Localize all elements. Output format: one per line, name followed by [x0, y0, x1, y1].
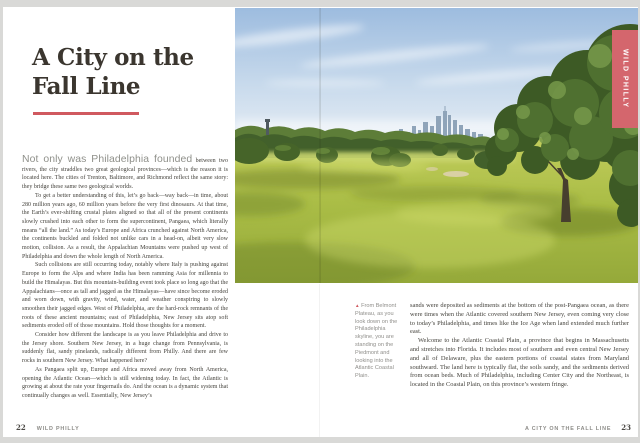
right-text-column — [410, 302, 629, 390]
page-fold-line — [320, 8, 321, 283]
paragraph-text: between two rivers, the city straddles two great geological provinces—which is the reason it is located here. The cities of Trenton, Baltimore, and Richmond reflect the same story: they bridge these same two geological worlds. — [22, 158, 229, 191]
page-number-left: 22 — [16, 423, 26, 432]
book-spread — [3, 7, 638, 437]
page-number-right: 23 — [621, 423, 631, 432]
running-head-book-title: WILD PHILLY — [36, 426, 80, 432]
chapter-title-line1: A City on the — [32, 44, 194, 71]
caption-text: From Belmont Plateau, as you look down on the Philadelphia skyline, you are standing on the Piedmont and looking into the Atlantic Coastal Plain. — [355, 303, 398, 380]
caption-triangle-icon: ▲ — [355, 303, 360, 308]
section-tab — [612, 30, 638, 128]
park-photo-illustration — [235, 8, 638, 283]
lead-in-phrase: Not only was Philadelphia founded — [22, 154, 193, 165]
park-photo — [235, 8, 638, 283]
body-paragraph: Consider how different the landscape is as you leave Philadelphia and drive to the Jersey shore. Southern New Jersey, in a huge change from Pennsylvania, is suddenly flat, sandy pinelands, radically different from Philly. And there are few rocks in southern New Jersey. What happened here? — [22, 332, 228, 365]
title-accent-rule — [33, 112, 139, 115]
body-paragraph: To get a better understanding of this, let’s go back—way back—in time, about 280 million years ago, 60 million years before the very first dinosaurs. At that time, the Earth’s ever-shifting crustal plates aligned so that all of the present continents slowly crushed into each other to form the supercontinent, Pangaea, which literally means “all the land.” As today’s Europe and Africa crunched against North America, the continents buckled and folded not unlike cars in a head-on, albeit very slow motion, collision. As a result, the Appalachian Mountains were pushed up west of Philadelphia and down the whole length of North America. — [22, 192, 228, 260]
right-page-footer — [525, 423, 631, 432]
page-fold-line-lower — [319, 284, 320, 437]
body-paragraph: sands were deposited as sediments at the bottom of the post-Pangaea ocean, as there were times when the Atlantic covered southern New Jersey, even coming very close to today’s Philadelphia, and times like the Ice Age when land extended much further east. — [410, 302, 629, 336]
body-paragraph — [22, 156, 228, 192]
running-head-chapter-title: A CITY ON THE FALL LINE — [524, 426, 612, 432]
section-tab-label: WILD PHILLY — [621, 49, 629, 109]
chapter-title — [32, 43, 262, 101]
body-paragraph: As Pangaea split up, Europe and Africa moved away from North America, opening the Atlantic Ocean—which is still widening today. In fact, the Atlantic is growing at about the rate your fingernails do. And the ocean is a dynamic system that continually changes as well. Essentially, New Jersey’s — [22, 366, 228, 399]
chapter-title-line2: Fall Line — [32, 73, 141, 100]
body-paragraph: Such collisions are still occurring today, notably where Italy is pushing against Europe to form the Alps and where India has been ramming Asia for millennia to build the Himalayas. But this mountain-building event took place so long ago that the Appalachians—once as tall and jagged as the Himalayas—have since become eroded and worn down, with gravity, wind, water, and weather conspiring to slowly smoothen their jagged edges. West of Philadelphia, are the hard-rock remnants of the roots of these ancient mountains; east of Philadelphia, New Jersey sits atop soft sediments eroded off of those mountains. Hold those thoughts for a moment. — [22, 262, 228, 330]
left-text-column — [22, 156, 228, 401]
left-page-footer — [16, 423, 80, 432]
body-paragraph: Welcome to the Atlantic Coastal Plain, a province that begins in Massachusetts and stretches into Florida. It includes most of southern and even central New Jersey and all of Delaware, plus the eastern portions of coastal states from Maryland southward. The land here is typically flat, the soils sandy, and the sediments derived from ocean beds. Much of Philadelphia, including Center City and the Northeast, is located in the Coastal Plain, on this province’s western fringe. — [410, 337, 629, 389]
photo-caption — [355, 302, 402, 381]
